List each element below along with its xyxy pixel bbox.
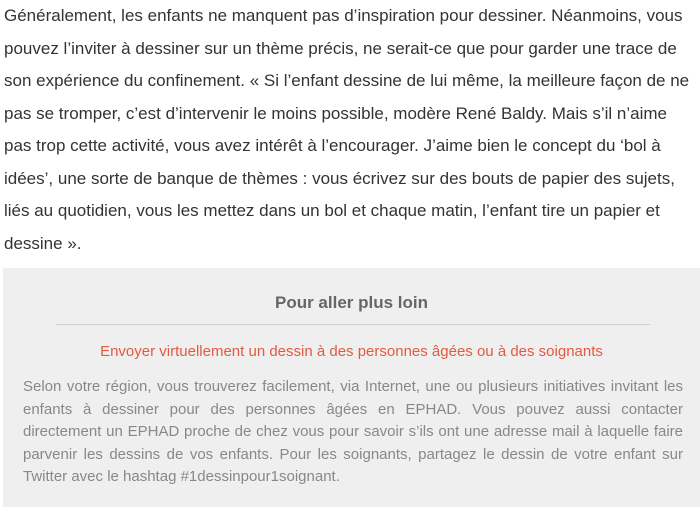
further-reading-body: Selon votre région, vous trouverez facilement, via Internet, une ou plusieurs initiatives invitant les enfants à dessiner pour des personnes âgées en EPHAD. Vous pouvez aussi contacter directement un EPHAD proche de chez vous pour savoir s’ils ont une adresse mail à laquelle faire parvenir les dessins de vos enfants. Pour les soignants, partagez le dessin de votre enfant sur Twitter avec le hashtag #1dessinpour1soignant. — [23, 378, 683, 485]
further-reading-box — [3, 268, 700, 507]
further-reading-divider — [56, 324, 650, 325]
send-drawing-link[interactable]: Envoyer virtuellement un dessin à des personnes âgées ou à des soignants — [100, 343, 603, 360]
article-paragraph: Généralement, les enfants ne manquent pas d’inspiration pour dessiner. Néanmoins, vous pouvez l’inviter à dessiner sur un thème précis, ne serait-ce que pour garder une trace de son expérience du confinement. « Si l’enfant dessine de lui même, la meilleure façon de ne pas se tromper, c’est d’intervenir le moins possible, modère René Baldy. Mais s’il n’aime pas trop cette activité, vous avez intérêt à l’encourager. J’aime bien le concept du ‘bol à idées’, une sorte de banque de thèmes : vous écrivez sur des bouts de papier des sujets, liés au quotidien, vous les mettez dans un bol et chaque matin, l’enfant tire un papier et dessine ». — [4, 6, 690, 253]
further-reading-title: Pour aller plus loin — [274, 293, 429, 312]
